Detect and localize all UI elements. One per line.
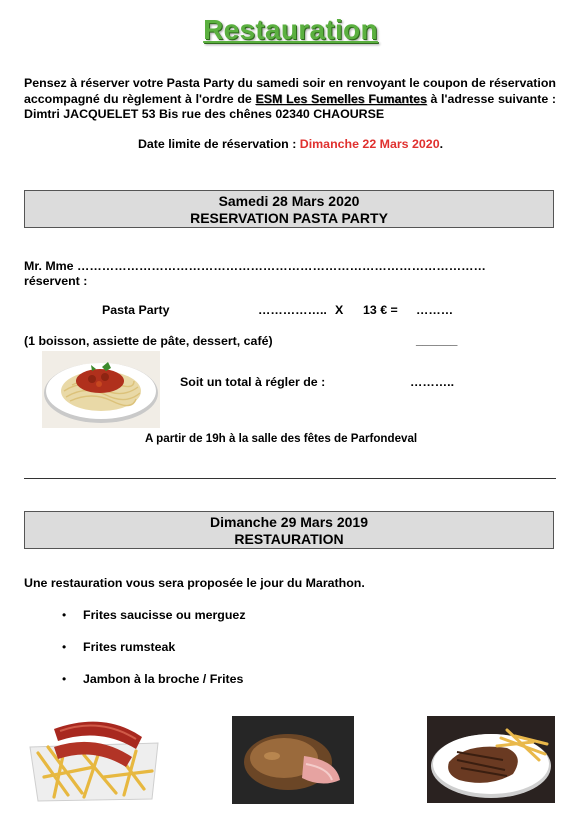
fries-sausage-image [24,707,164,803]
steak-image [427,716,555,803]
pasta-party-header [24,190,554,228]
venue-text: A partir de 19h à la salle des fêtes de Parfondeval [145,432,418,445]
ham-image [232,716,354,804]
section2-heading: RESTAURATION [234,531,344,547]
restauration-header [24,511,554,549]
times-sign: X [335,303,344,317]
restauration-intro: Une restauration vous sera proposée le jour du Marathon. [24,576,365,590]
page-title: Restauration [203,14,378,45]
deadline-date: Dimanche 22 Mars 2020 [299,137,440,151]
bullet-icon: • [62,672,67,686]
reserve-label: réservent : [24,274,88,288]
menu-item-2: Frites rumsteak [83,640,176,654]
deadline-label: Date limite de réservation : [137,137,300,151]
deadline-line [0,137,581,151]
menu-item-3: Jambon à la broche / Frites [83,672,244,686]
unit-price: 13 € = [363,303,398,317]
bullet-icon: • [62,640,67,654]
menu-item-1: Frites saucisse ou merguez [83,608,246,622]
pasta-plate-image [42,351,160,428]
organization-name: ESM Les Semelles Fumantes [255,91,427,106]
intro-text-2: à l'adresse suivante : Dimtri JACQUELET 53 Bis rue des chênes 02340 CHAOURSE [24,91,556,121]
subtotal-dots: ……… [416,303,454,317]
includes-text: (1 boisson, assiette de pâte, dessert, café) [24,334,273,348]
section1-date: Samedi 28 Mars 2020 [218,193,360,209]
total-label: Soit un total à régler de : [180,375,326,389]
section-divider [24,478,556,479]
pasta-party-label: Pasta Party [102,303,170,317]
quantity-dots: …………….. [258,303,327,317]
intro-paragraph [24,76,556,123]
name-field-line: Mr. Mme ……………………………………………………………………………………… [24,259,486,273]
section2-date: Dimanche 29 Mars 2019 [210,514,368,530]
result-underline: ______ [416,333,458,347]
section1-heading: RESERVATION PASTA PARTY [190,210,388,226]
deadline-period: . [439,137,444,151]
bullet-icon: • [62,608,67,622]
total-dots: ……….. [410,375,455,389]
intro-text-1: Pensez à réserver votre Pasta Party du samedi soir en renvoyant le coupon de réservation accompagné du règlement à l'ordre de [24,76,556,106]
